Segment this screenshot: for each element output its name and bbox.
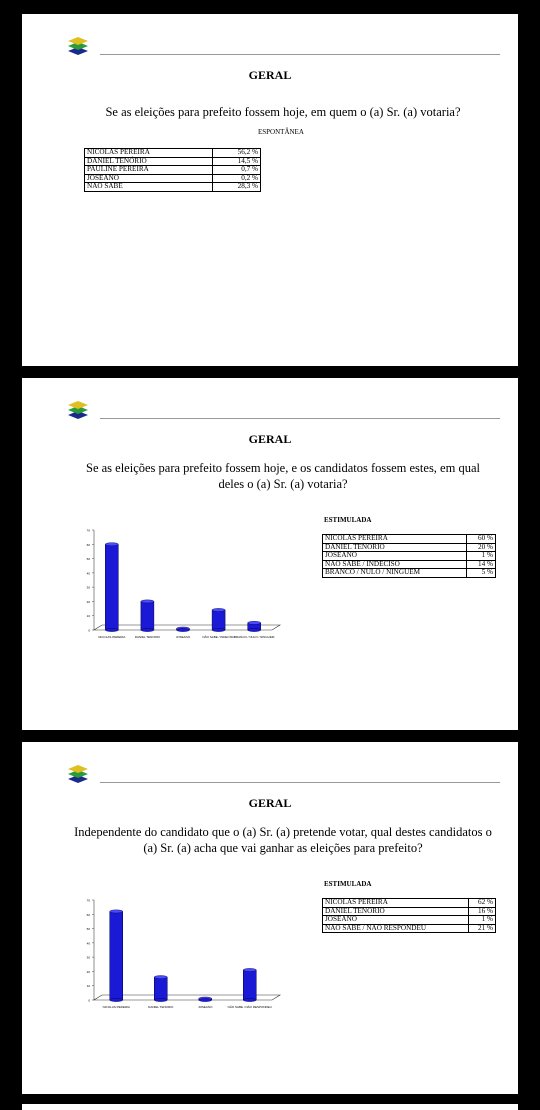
row-label: NICOLAS PEREIRA	[85, 149, 213, 158]
bar-chart	[80, 890, 300, 1020]
y-tick-label: 0	[88, 998, 90, 1003]
row-value: 1 %	[468, 916, 495, 925]
question-text: Independente do candidato que o (a) Sr. (a) pretende votar, qual destes candidatos o (a) Sr. (a) acha que vai ganhar as eleições para prefeito?	[74, 825, 492, 855]
slide-heading: GERAL	[248, 796, 292, 810]
bar	[243, 970, 256, 1000]
row-label: NÃO SABE / NÃO RESPONDEU	[323, 924, 469, 933]
slide-heading: GERAL	[248, 432, 292, 446]
row-label: PAULINE PEREIRA	[85, 166, 213, 175]
x-tick-label: NICOLAS PEREIRA	[102, 1005, 130, 1009]
x-tick-label: DANIEL TENORIO	[134, 635, 160, 639]
x-tick-label: JOSEANO	[198, 1005, 213, 1009]
row-label: JOSEANO	[323, 916, 469, 925]
header-divider	[100, 418, 500, 419]
row-value: 14,5 %	[213, 157, 261, 166]
bar-base	[105, 628, 118, 631]
y-tick-label: 20	[86, 599, 90, 604]
row-value: 28,3 %	[213, 183, 261, 192]
bar-top	[212, 608, 225, 611]
row-label: NICOLAS PEREIRA	[323, 899, 469, 908]
bar-base	[243, 998, 256, 1001]
row-value: 60 %	[467, 535, 496, 544]
y-tick-label: 40	[86, 571, 90, 576]
x-tick-label: NÃO SABE / NÃO RESPONDEU	[227, 1005, 272, 1009]
row-value: 14 %	[467, 560, 496, 569]
slide-2	[22, 378, 518, 730]
question-text: Se as eleições para prefeito fossem hoje, em quem o (a) Sr. (a) votaria?	[105, 105, 461, 119]
row-label: DANIEL TENORIO	[323, 907, 469, 916]
slide-1	[22, 14, 518, 366]
row-label: DANIEL TENÓRIO	[85, 157, 213, 166]
next-slide-edge	[22, 1104, 518, 1110]
table-row	[85, 166, 261, 175]
bar-top	[243, 968, 256, 971]
bar	[110, 911, 123, 1000]
table-row	[323, 535, 496, 544]
row-value: 56,2 %	[213, 149, 261, 158]
survey-type-label: ESPONTÂNEA	[258, 128, 304, 136]
row-value: 0,2 %	[213, 174, 261, 183]
slide-heading: GERAL	[248, 68, 292, 82]
bar	[141, 601, 154, 630]
results-table	[322, 534, 496, 578]
row-label: JOSEANO	[85, 174, 213, 183]
x-tick-label: DANIEL TENORIO	[148, 1005, 174, 1009]
survey-type-label: ESTIMULADA	[324, 516, 372, 524]
x-tick-label: NICOLAS PEREIRA	[98, 635, 126, 639]
y-tick-label: 20	[86, 969, 90, 974]
y-tick-label: 0	[88, 628, 90, 633]
y-tick-label: 50	[86, 927, 90, 932]
y-tick-label: 60	[86, 912, 90, 917]
bar-chart	[80, 520, 300, 650]
table-row	[323, 569, 496, 578]
results-table	[322, 898, 496, 933]
row-label: NÃO SABE	[85, 183, 213, 192]
y-tick-label: 40	[86, 941, 90, 946]
bar-base	[154, 998, 167, 1001]
bar-top	[141, 600, 154, 603]
table-row	[323, 916, 496, 925]
bar-base	[212, 628, 225, 631]
bar-top	[110, 910, 123, 913]
bar-base	[177, 628, 190, 631]
x-tick-label: BRANCO / NULO / NINGUEM	[234, 635, 275, 639]
y-tick-label: 10	[86, 614, 90, 619]
results-tbody	[323, 899, 496, 933]
logo-icon	[66, 400, 90, 422]
row-label: DANIEL TENORIO	[323, 543, 467, 552]
bar	[105, 544, 118, 630]
table-row	[85, 149, 261, 158]
bar-base	[110, 998, 123, 1001]
row-value: 16 %	[468, 907, 495, 916]
logo-icon	[66, 764, 90, 786]
y-tick-label: 70	[86, 898, 90, 903]
table-row	[85, 183, 261, 192]
table-row	[323, 924, 496, 933]
results-table	[84, 148, 261, 192]
table-row	[323, 552, 496, 561]
row-label: BRANCO / NULO / NINGUEM	[323, 569, 467, 578]
row-label: NÃO SABE / INDECISO	[323, 560, 467, 569]
table-row	[323, 899, 496, 908]
y-tick-label: 10	[86, 984, 90, 989]
question-text: Se as eleições para prefeito fossem hoje, e os candidatos fossem estes, em qual deles o (a) Sr. (a) votaria?	[86, 461, 480, 491]
row-value: 62 %	[468, 899, 495, 908]
header-divider	[100, 782, 500, 783]
bar	[154, 977, 167, 1000]
survey-type-label: ESTIMULADA	[324, 880, 372, 888]
logo-icon	[66, 36, 90, 58]
bar-base	[199, 998, 212, 1001]
y-tick-label: 30	[86, 585, 90, 590]
y-tick-label: 70	[86, 528, 90, 533]
header-divider	[100, 54, 500, 55]
bar-top	[248, 621, 261, 624]
results-tbody	[323, 535, 496, 578]
y-tick-label: 60	[86, 542, 90, 547]
x-tick-label: JOSEANO	[175, 635, 191, 639]
row-value: 5 %	[467, 569, 496, 578]
y-tick-label: 50	[86, 557, 90, 562]
bar-base	[248, 628, 261, 631]
x-tick-label: NÃO SABE / INDECISO	[202, 635, 235, 639]
row-label: JOSEANO	[323, 552, 467, 561]
results-tbody	[85, 149, 261, 192]
bar-top	[105, 543, 118, 546]
bar-base	[141, 628, 154, 631]
row-value: 1 %	[467, 552, 496, 561]
row-label: NICOLAS PEREIRA	[323, 535, 467, 544]
row-value: 21 %	[468, 924, 495, 933]
slide-3	[22, 742, 518, 1094]
y-tick-label: 30	[86, 955, 90, 960]
row-value: 0,7 %	[213, 166, 261, 175]
bar-top	[154, 976, 167, 979]
row-value: 20 %	[467, 543, 496, 552]
bar	[212, 610, 225, 630]
